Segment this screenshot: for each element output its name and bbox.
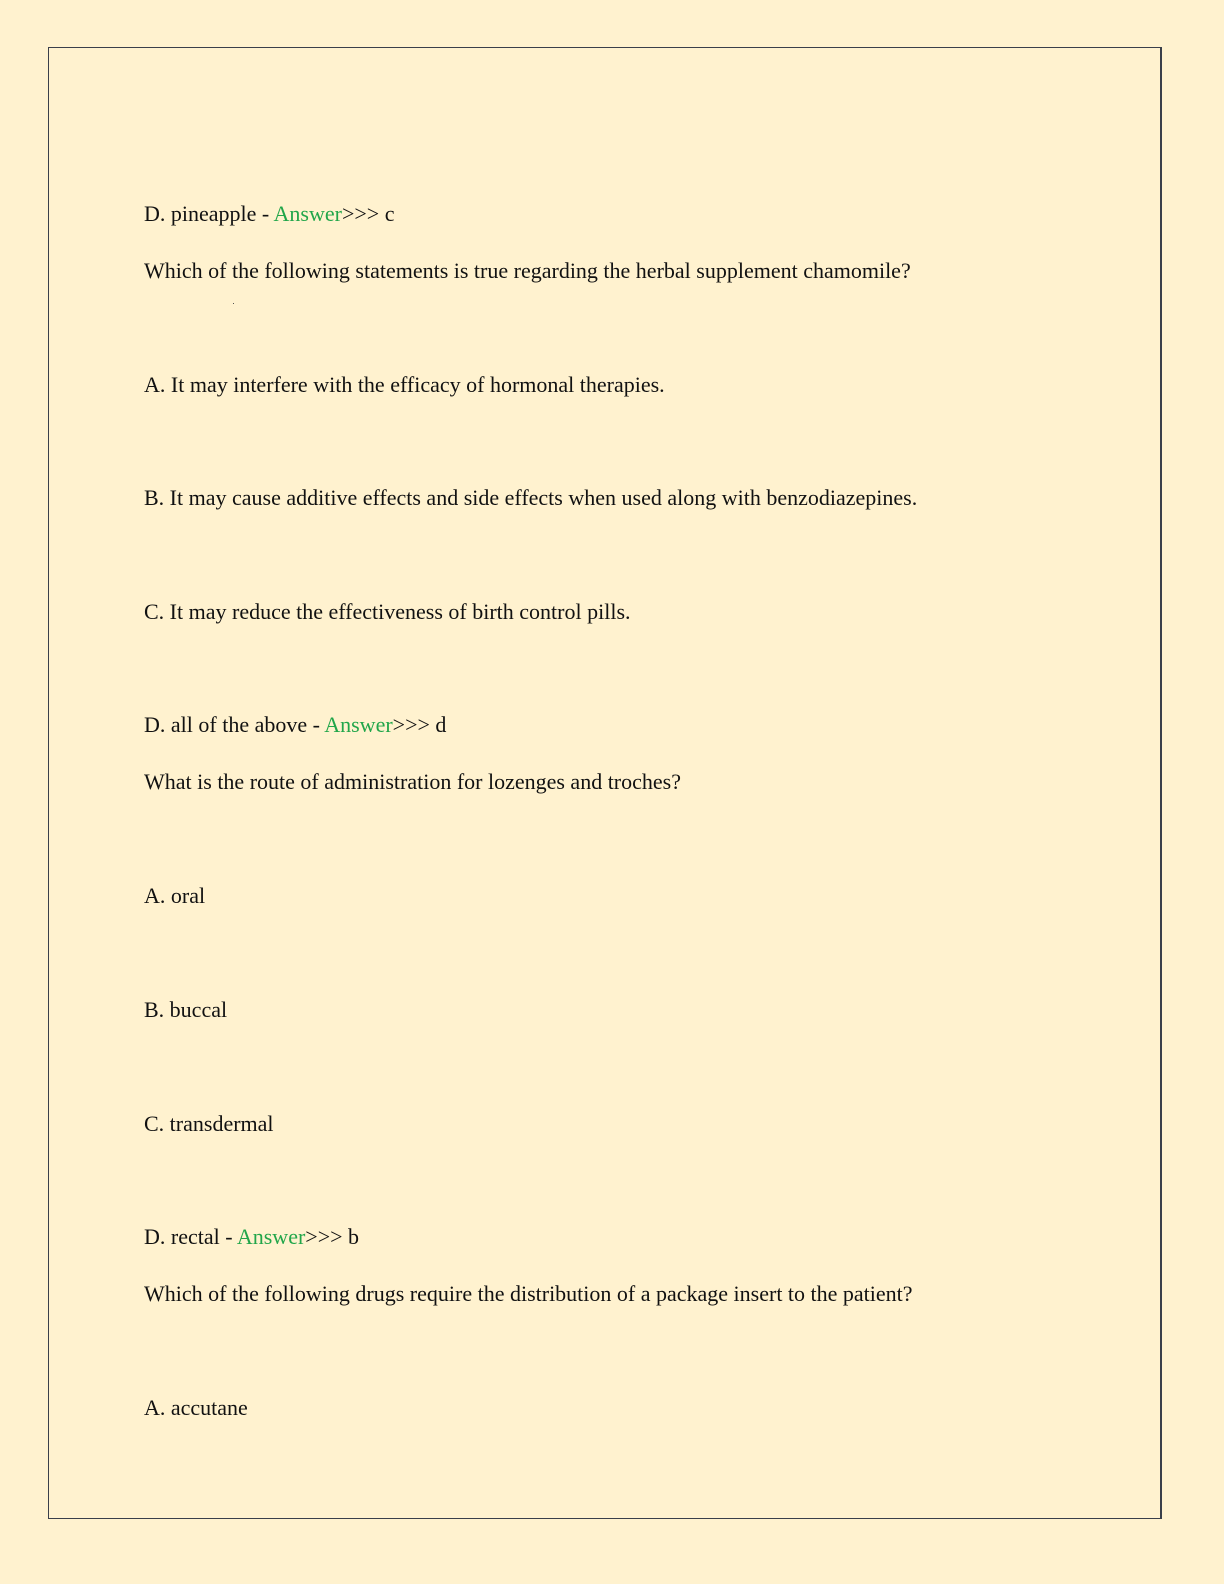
q3-option-d bbox=[144, 1224, 359, 1250]
answer-label: Answer bbox=[273, 201, 342, 226]
option-text: D. all of the above - bbox=[144, 712, 325, 737]
q3-option-c: C. transdermal bbox=[144, 1111, 274, 1136]
q2-question: Which of the following statements is true regarding the herbal supplement chamomile? bbox=[144, 258, 911, 283]
option-text: D. pineapple - bbox=[144, 201, 274, 226]
q1-option-d bbox=[144, 201, 394, 227]
answer-value: >>> b bbox=[305, 1224, 360, 1249]
q2-option-d bbox=[144, 712, 446, 738]
stray-mark bbox=[233, 303, 234, 304]
answer-value: >>> d bbox=[392, 712, 447, 737]
answer-value: >>> c bbox=[341, 201, 395, 226]
q3-question: What is the route of administration for lozenges and troches? bbox=[144, 769, 681, 794]
q4-option-a: A. accutane bbox=[144, 1395, 248, 1420]
q3-option-b: B. buccal bbox=[144, 997, 228, 1022]
option-text: D. rectal - bbox=[144, 1224, 237, 1249]
q3-option-a: A. oral bbox=[144, 883, 206, 908]
answer-label: Answer bbox=[236, 1224, 306, 1249]
q2-option-c: C. It may reduce the effectiveness of birth control pills. bbox=[144, 599, 631, 624]
q4-question: Which of the following drugs require the distribution of a package insert to the patient? bbox=[144, 1281, 913, 1306]
answer-label: Answer bbox=[324, 712, 393, 737]
q2-option-b: B. It may cause additive effects and side effects when used along with benzodiazepines. bbox=[144, 485, 918, 510]
q2-option-a: A. It may interfere with the efficacy of hormonal therapies. bbox=[144, 372, 665, 397]
